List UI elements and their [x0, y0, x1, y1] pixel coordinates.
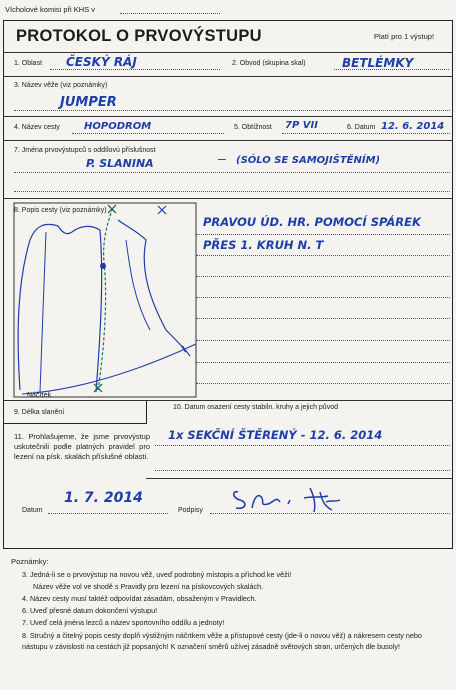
- note-item: Název věže vol ve shodě s Pravidly pro lezení na pískovcových skalách.: [33, 582, 264, 591]
- dotted-line: [155, 445, 450, 446]
- field-label-nazev-veze: 3. Název věže (viz poznámky): [14, 82, 108, 89]
- field-label-podpisy: Podpisy: [178, 507, 203, 514]
- field-value-nazev-veze: JUMPER: [60, 95, 117, 110]
- field-value-obtiznost: 7P VII: [285, 120, 318, 131]
- statement-text: 11. Prohlašujeme, že jsme prvovýstup uskutečnili podle platných pravidel pro lezení na písk. skalách příslušné oblasti.: [14, 432, 150, 461]
- valid-note: Platí pro 1 výstup!: [374, 32, 435, 41]
- note-item: 4. Název cesty musí taktéž odpovídat zásadám, obsaženým v Pravidlech.: [22, 594, 257, 603]
- field-label-obvod: 2. Obvod (skupina skal): [232, 60, 306, 67]
- field-value-datum-podpis: 1. 7. 2014: [64, 490, 143, 506]
- notes-title: Poznámky:: [11, 557, 49, 566]
- field-label-datum-podpis: Datum: [22, 507, 43, 514]
- field-label-osazeni: 10. Datum osazení cesty stabiln. kruhy a jejich původ: [173, 404, 338, 411]
- dotted-line: [48, 513, 168, 514]
- field-value-jmena: P. SLANINA: [86, 157, 154, 170]
- commission-label: Vícholové komisi při KHS v: [5, 5, 96, 14]
- route-description-line1: PRAVOU ÚD. HR. POMOCÍ SPÁREK: [203, 215, 421, 229]
- field-label-nazev-cesty: 4. Název cesty: [14, 124, 60, 131]
- note-item: 8. Stručný a čitelný popis cesty doplň výstižným náčrtkem věže a přístupové cesty (jde-li o novou věž) a nákresem cesty nebo nástupu v závislosti na cestách již popsaných! K označení směrů užívej zásadně světových stran, určených dle busoly!: [22, 631, 422, 651]
- note-item: 7. Uveď celá jména lezců a název sportovního oddílu a jednoty!: [22, 618, 225, 627]
- field-label-jmena: 7. Jména prvovýstupců s oddílovú příslušnost: [14, 147, 156, 154]
- route-description-line2: PŘES 1. KRUH N. T: [203, 238, 324, 252]
- field-value-obvod: BETLÉMKY: [342, 56, 414, 70]
- note-item: 3. Jedná-li se o prvovýstup na novou věž, uveď podrobný místopis a příchod ke věži!: [22, 570, 292, 579]
- signature-image: [228, 480, 358, 516]
- field-value-oblast: ČESKÝ RÁJ: [66, 55, 137, 69]
- page-title: PROTOKOL O PRVOVÝSTUPU: [16, 27, 262, 45]
- field-label-oblast: 1. Oblast: [14, 60, 43, 67]
- note-item: 6. Uveď přesné datum dokončení výstupu!: [22, 606, 158, 615]
- field-label-delka-slaneni: 9. Délka slanění: [14, 409, 65, 416]
- field-value-nazev-cesty: HOPODROM: [84, 121, 152, 132]
- sketch-label: Náčrtek: [27, 392, 52, 399]
- field-label-obtiznost: 5. Obtížnost: [234, 124, 272, 131]
- field-label-popis: 8. Popis cesty (viz poznámky): [14, 207, 107, 214]
- field-value-datum: 12. 6. 2014: [381, 121, 445, 132]
- field-value-osazeni: 1x SEKČNÍ ŠTĚRENÝ - 12. 6. 2014: [168, 428, 383, 442]
- field-label-datum: 6. Datum: [347, 124, 376, 131]
- dash-mark: –: [218, 150, 226, 166]
- dotted-line: [155, 470, 450, 471]
- field-note-jmena: (SÓLO SE SAMOJIŠTĚNÍM): [236, 155, 381, 166]
- row-divider: [146, 478, 452, 479]
